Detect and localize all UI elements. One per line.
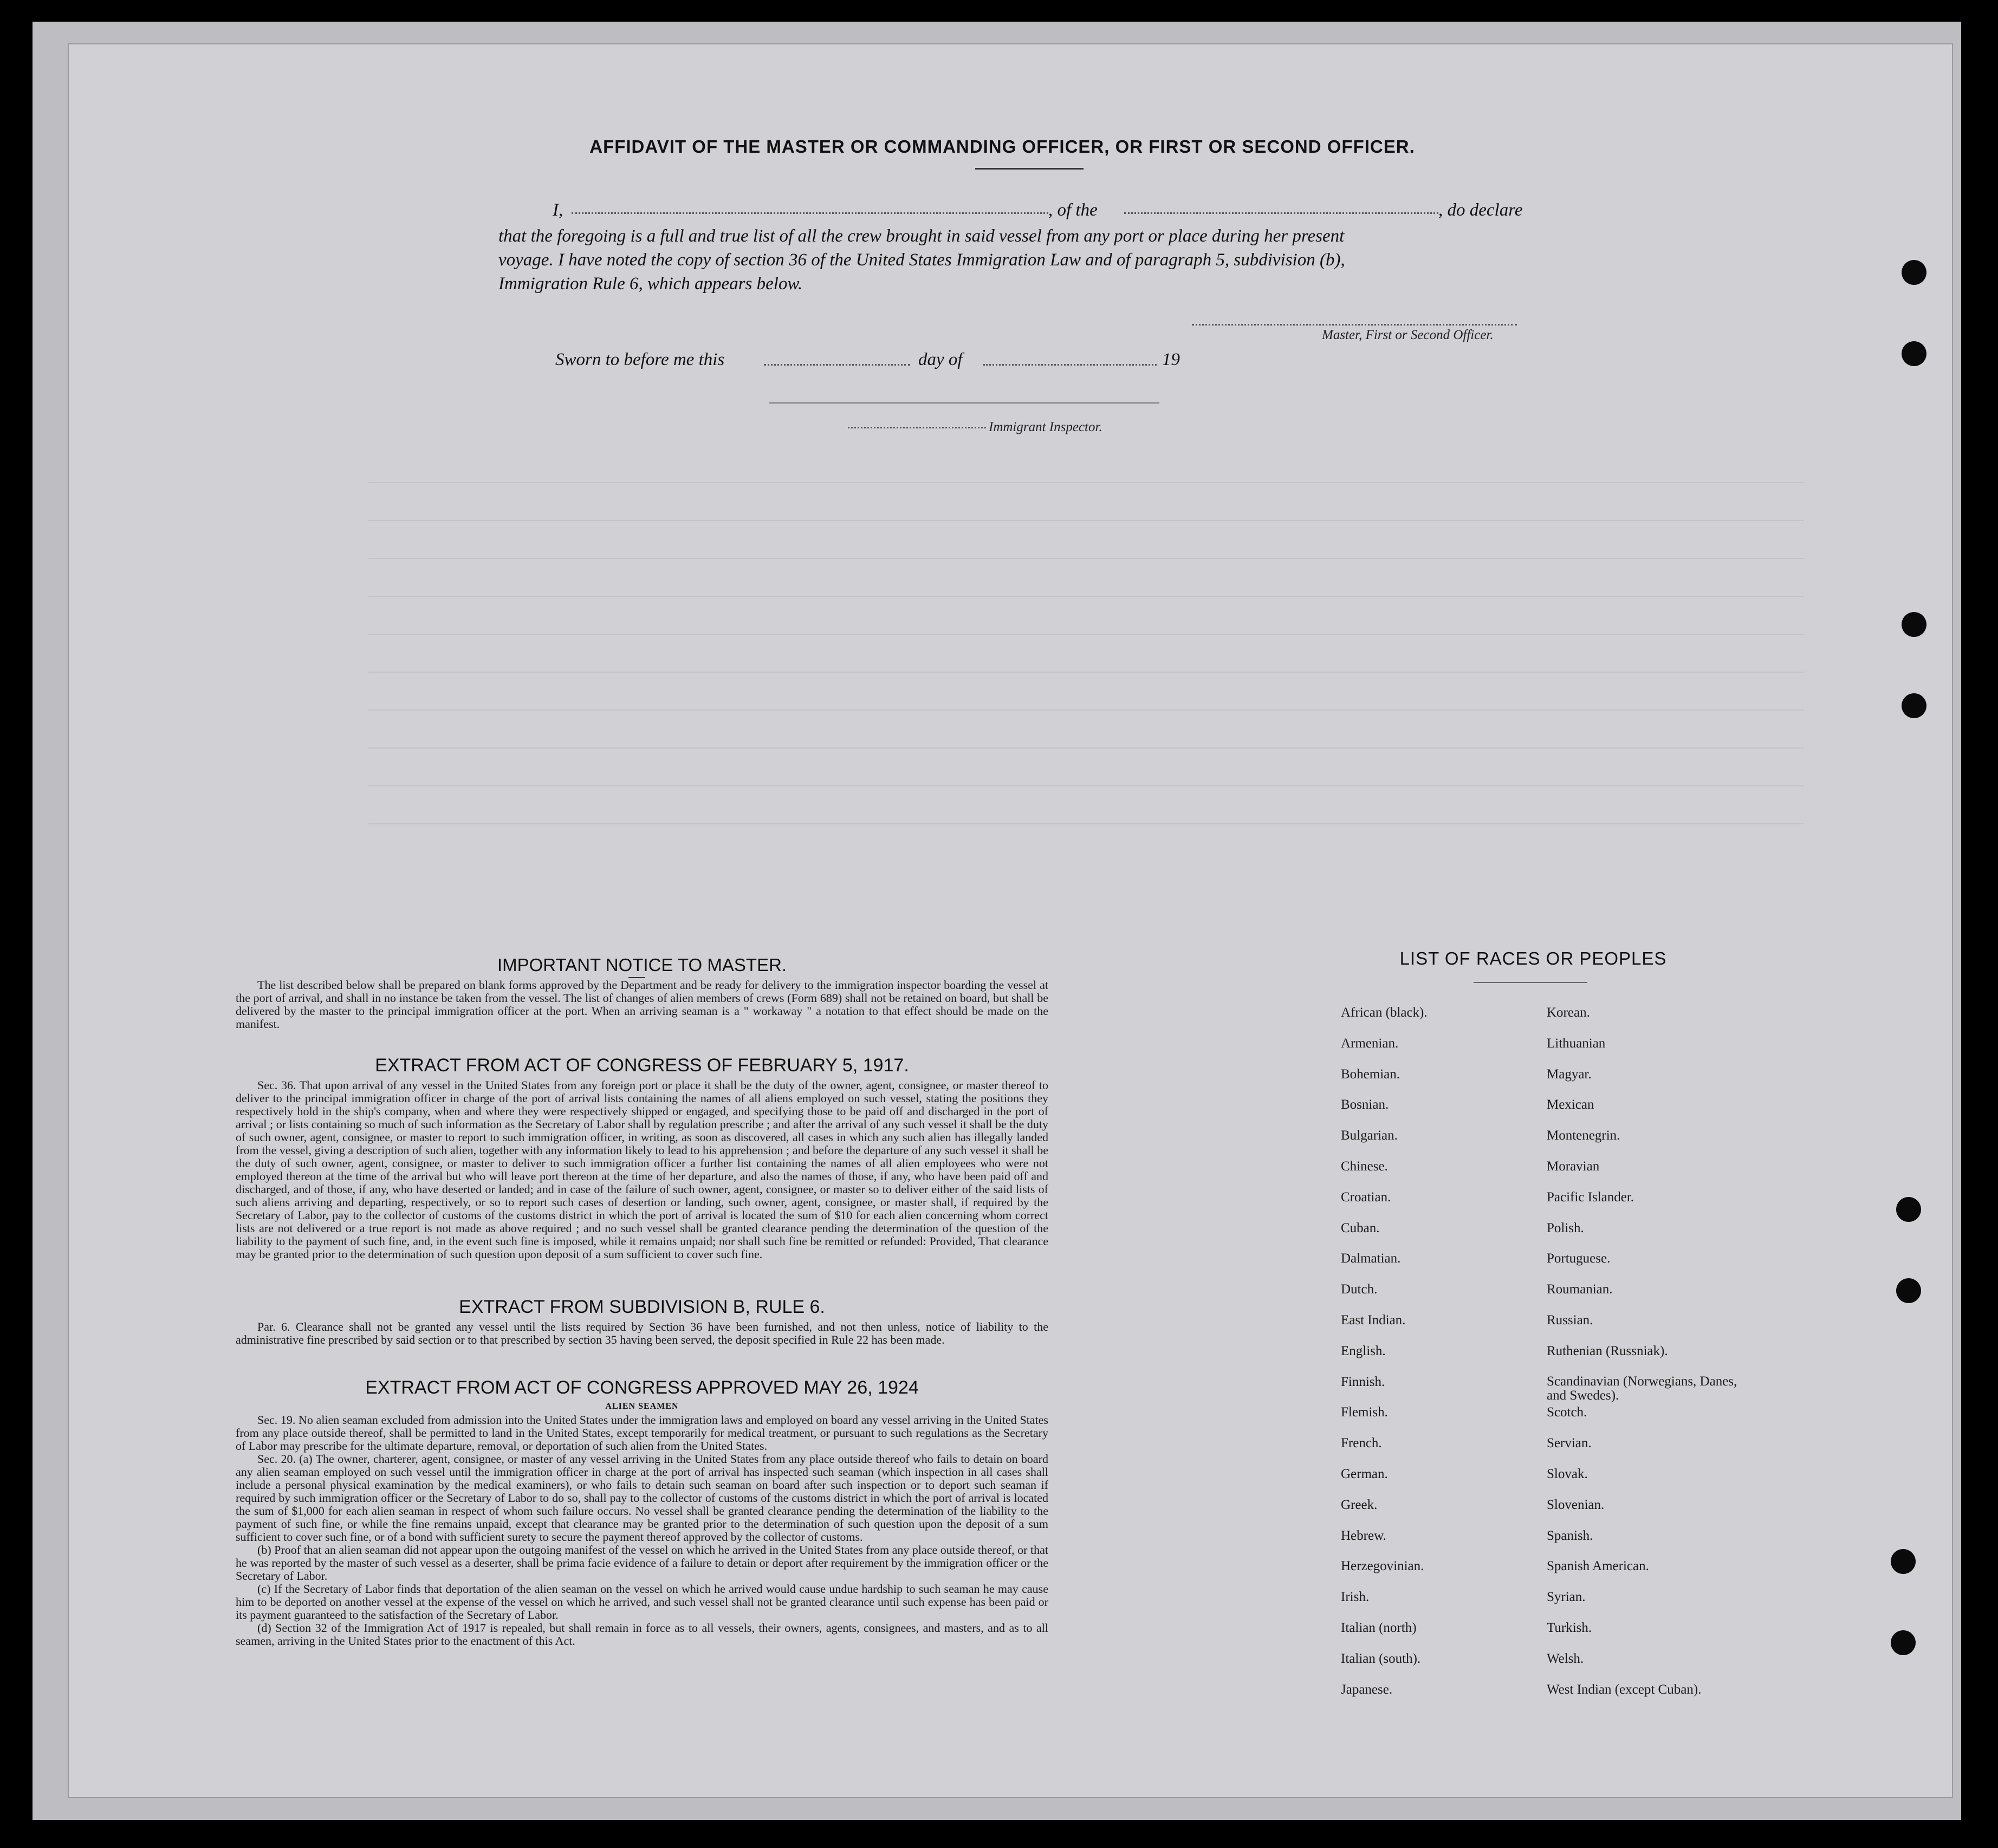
race-item: Welsh. [1547,1651,1584,1666]
extract-1924-paragraph: Sec. 19. No alien seaman excluded from admission into the United States under the immigration laws and employed on board any vessel arriving in the United States from any place outside thereof, shall be permitted to land in the United States, except temporarily for medical treatment, or pursuant to such regulations as the Secretary of Labor may prescribe for the ultimate departure, removal, or deportation of such alien from the United States. [236,1413,1048,1453]
races-rule [1474,982,1587,983]
sworn-prefix: Sworn to before me this [555,350,725,369]
race-item: Italian (north) [1341,1620,1417,1635]
race-item: Herzegovinian. [1341,1559,1424,1574]
race-item: Magyar. [1547,1066,1592,1082]
race-item: Bulgarian. [1341,1128,1398,1143]
punch-hole [1902,612,1926,637]
race-item: Slovenian. [1547,1497,1605,1512]
sworn-day-of: day of [918,350,963,369]
race-item: Japanese. [1341,1682,1393,1697]
race-item: Greek. [1341,1497,1378,1512]
race-item: French. [1341,1436,1382,1451]
race-item: Cuban. [1341,1220,1380,1235]
race-item: Turkish. [1547,1620,1592,1635]
extract-1924-paragraph: Sec. 20. (a) The owner, charterer, agent, consignee, or master of any vessel arriving in the United States from any place outside thereof who fails to detain on board any alien seaman employed on such vessel until the immigration officer in charge at the port of arrival has inspected such seaman (which inspection in all cases shall include a personal physical examination by the medical examiners), or who fails to detain such seaman on board after such inspection or to deport such seaman if required by such immigration officer or the Secretary of Labor to do so, shall pay to the collector of customs of the customs district in which the port of arrival is located the sum of $1,000 for each alien seaman in respect of whom such failure occurs. No vessel shall be granted clearance pending the determination of the liability to the payment of such fine, or while the fine remains unpaid, except that clearance may be granted prior to the determination of such question upon the deposit of a sum sufficient to cover such fine, or of a bond with sufficient surety to secure the payment thereof approved by the collector of customs. [236,1452,1048,1544]
extract-1924-paragraph: (d) Section 32 of the Immigration Act of 1917 is repealed, but shall remain in force as to all vessels, their owners, agents, consignees, and masters, and as to all seamen, arriving in the United States prior to the enactment of this Act. [236,1621,1048,1648]
race-item: English. [1341,1343,1386,1358]
race-item: Roumanian. [1547,1282,1613,1297]
punch-hole [1896,1197,1921,1222]
race-item: Spanish. [1547,1528,1593,1543]
punch-hole [1896,1278,1921,1303]
race-item: Pacific Islander. [1547,1189,1634,1205]
title-rule [975,168,1084,170]
inspector-label: Immigrant Inspector. [989,420,1102,434]
race-item: Dalmatian. [1341,1251,1401,1266]
race-item: Slovak. [1547,1466,1588,1481]
race-item: Spanish American. [1547,1559,1649,1574]
race-item: Montenegrin. [1547,1128,1620,1143]
notice-paragraph: The list described below shall be prepared on blank forms approved by the Department and be ready for delivery to the immigration inspector boarding the vessel at the port of arrival, and shall in no instance be taken from the vessel. The list of changes of alien members of crews (Form 689) shall not be retained on board, but shall be delivered by the master to the principal immigration officer at the port. When an arriving seaman is a " workaway " a notation to that effect should be made on the manifest. [236,978,1048,1031]
affidavit-title: AFFIDAVIT OF THE MASTER OR COMMANDING OFFICER, OR FIRST OR SECOND OFFICER. [589,136,1415,157]
race-item: East Indian. [1341,1312,1406,1328]
races-right-column [1547,1005,1747,1713]
race-item: West Indian (except Cuban). [1547,1682,1702,1697]
race-item: Moravian [1547,1159,1600,1174]
affidavit-of-the: , of the [1048,200,1098,220]
inspector-blank[interactable] [848,427,986,428]
extract-1924-title: EXTRACT FROM ACT OF CONGRESS APPROVED MAY 26, 1924 [365,1377,919,1398]
extract-1917-title: EXTRACT FROM ACT OF CONGRESS OF FEBRUARY 5, 1917. [375,1055,909,1076]
notice-title: IMPORTANT NOTICE TO MASTER. [497,955,787,975]
day-blank[interactable] [764,364,910,366]
extract-1924-paragraph: (b) Proof that an alien seaman did not appear upon the outgoing manifest of the vessel on which he arrived in the United States from any place outside thereof, or that he was reported by the master of such vessel as a deserter, shall be prima facie evidence of a failure to detain or deport after requirement by the immigration officer or the Secretary of Labor. [236,1543,1048,1583]
race-item: Polish. [1547,1220,1584,1235]
extract-1924-paragraph: (c) If the Secretary of Labor finds that deportation of the alien seaman on the vessel on which he arrived would cause undue hardship to such seaman he may cause him to be deported on another vessel at the expense of the vessel on which he arrived, and such vessel shall not be granted clearance until such expense has been paid or its payment guaranteed to the satisfaction of the Secretary of Labor. [236,1582,1048,1622]
race-item: Irish. [1341,1590,1370,1605]
punch-hole [1902,260,1926,285]
race-item: Scotch. [1547,1405,1587,1420]
signature-label: Master, First or Second Officer. [1322,328,1494,342]
affidavit-body-2: voyage. I have noted the copy of section 36 of the United States Immigration Law and of paragraph 5, subdivision (b), [498,250,1345,270]
extract-1924-text [236,1414,1048,1648]
race-item: Mexican [1547,1097,1594,1112]
notice-text [236,979,1048,1031]
punch-hole [1891,1549,1916,1574]
extract-rule6-text [236,1320,1048,1346]
vessel-blank[interactable] [1124,212,1438,214]
signature-blank[interactable] [1192,324,1517,326]
affidavit-line-i [553,198,563,222]
race-item: Bohemian. [1341,1066,1400,1082]
race-item: Armenian. [1341,1036,1399,1051]
extract-1924-subtitle: ALIEN SEAMEN [605,1402,679,1411]
affidavit-body-3: Immigration Rule 6, which appears below. [498,274,803,294]
race-item: Chinese. [1341,1159,1388,1174]
race-item: Flemish. [1341,1405,1388,1420]
affidavit-body-1: that the foregoing is a full and true list of all the crew brought in said vessel from any port or place during her present [498,226,1345,246]
punch-hole [1902,341,1926,366]
race-item: Croatian. [1341,1189,1391,1205]
month-blank[interactable] [983,364,1157,366]
race-item: African (black). [1341,1005,1428,1020]
extract-1917-text [236,1079,1048,1261]
inspector-rule [769,402,1159,404]
extract-rule6-title: EXTRACT FROM SUBDIVISION B, RULE 6. [459,1297,825,1317]
race-item: Italian (south). [1341,1651,1421,1666]
race-item: German. [1341,1466,1388,1481]
race-item: Portuguese. [1547,1251,1611,1266]
extract-rule6-paragraph: Par. 6. Clearance shall not be granted any vessel until the lists required by Section 36 have been furnished, and not then unless, notice of liability to the administrative fine prescribed by said section or to that prescribed by section 35 having been served, the deposit specified in Rule 22 has been made. [236,1320,1048,1346]
affidavit-declare: , do declare [1438,200,1523,220]
punch-hole [1902,693,1926,718]
extract-1917-paragraph: Sec. 36. That upon arrival of any vessel in the United States from any foreign port or place it shall be the duty of the owner, agent, consignee, or master thereof to deliver to the principal immigration officer in charge of the port of arrival lists containing the names of all aliens employed on such vessel, stating the positions they respectively hold in the ship's company, when and where they were respectively shipped or engaged, and specifying those to be paid off and discharged in the port of arrival ; or lists containing so much of such information as the Secretary of Labor shall by regulation prescribe ; and after the arrival of any such vessel it shall be the duty of such owner, agent, consignee, or master to report to such immigration officer, in writing, as soon as discovered, all cases in which any such alien has illegally landed from the vessel, giving a description of such alien, together with any information likely to lead to his apprehension ; and before the departure of any such vessel it shall be the duty of such owner, agent, consignee, or master to deliver to such immigration officer a further list containing the names of all alien employees who were not employed thereon at the time of the arrival but who will leave port thereon at the time of her departure, and also the names of those, if any, who have been paid off and discharged, and of those, if any, who have deserted or landed; and in case of the failure of such owner, agent, consignee, or master so to deliver either of the said lists of such aliens arriving and departing, respectively, or so to report such cases of desertion or landing, such owner, agent, consignee, or master shall, if required by the Secretary of Labor, pay to the collector of customs of the customs district in which the port of arrival is located the sum of $10 for each alien concerning whom correct lists are not delivered or a true report is not made as above required ; and no such vessel shall be granted clearance pending the determination of the question of the liability to the payment of such fine, and, in the event such fine is imposed, while it remains unpaid; nor shall such fine be remitted or refunded: Provided, That clearance may be granted prior to the determination of such question upon deposit of a sum sufficient to cover such fine. [236,1078,1048,1261]
race-item: Hebrew. [1341,1528,1386,1543]
race-item: Scandinavian (Norwegians, Danes, and Swedes). [1547,1374,1737,1403]
race-item: Bosnian. [1341,1097,1389,1112]
sworn-year: 19 [1162,350,1180,369]
race-item: Servian. [1547,1436,1592,1451]
races-title: LIST OF RACES OR PEOPLES [1399,948,1667,968]
affidavit-i: I, [553,200,563,220]
name-blank[interactable] [572,212,1048,214]
race-item: Ruthenian (Russniak). [1547,1343,1668,1358]
punch-hole [1891,1630,1916,1655]
race-item: Syrian. [1547,1590,1586,1605]
race-item: Russian. [1547,1312,1593,1328]
race-item: Lithuanian [1547,1036,1606,1051]
races-left-column [1341,1005,1428,1713]
race-item: Dutch. [1341,1282,1378,1297]
race-item: Finnish. [1341,1374,1385,1389]
race-item: Korean. [1547,1005,1590,1020]
